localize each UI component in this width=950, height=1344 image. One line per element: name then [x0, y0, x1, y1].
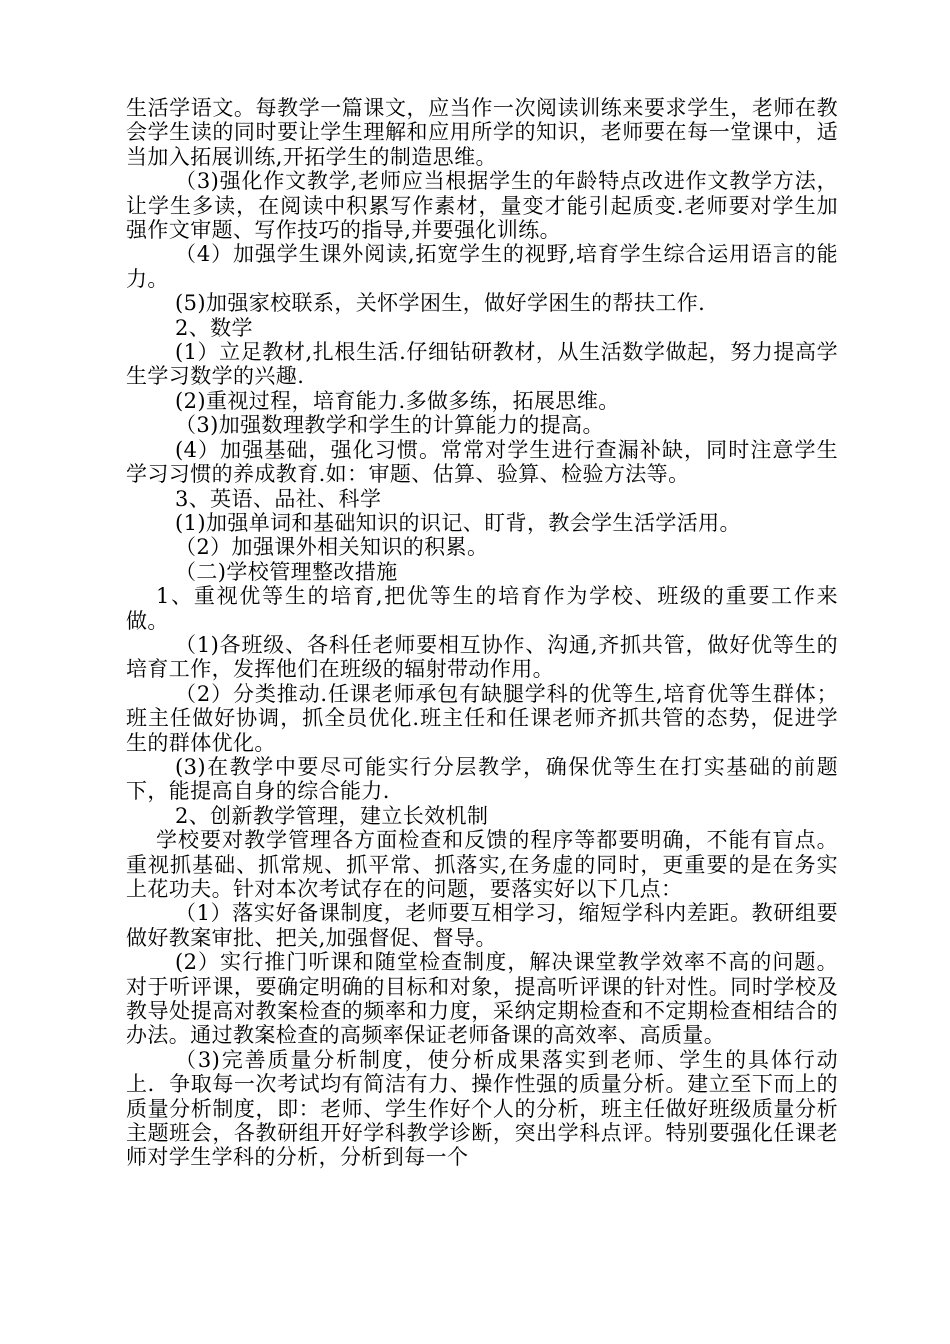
paragraph: 3、英语、品社、科学	[175, 486, 382, 511]
paragraph: （2）加强课外相关知识的积累。	[175, 535, 489, 560]
paragraph: （二)学校管理整改措施	[175, 559, 398, 584]
paragraph: 2、创新教学管理，建立长效机制	[175, 803, 489, 828]
paragraph: (5)加强家校联系，关怀学困生，做好学困生的帮扶工作.	[175, 291, 706, 316]
paragraph: 2、数学	[175, 315, 253, 340]
paragraph: （1）落实好备课制度，老师要互相学习，缩短学科内差距。教研组要做好教案审批、把关,加强督促、督导。	[126, 901, 838, 950]
paragraph: (2）实行推门听课和随堂检查制度，解决课堂教学效率不高的问题。对于听评课，要确定明确的目标和对象，提高听评课的针对性。同时学校及教导处提高对教案检查的频率和力度，采纳定期检查和不定期检查相结合的办法。通过教案检查的高频率保证老师备课的高效率、高质量。	[126, 950, 838, 1048]
paragraph: （3)完善质量分析制度，使分析成果落实到老师、学生的具体行动上．争取每一次考试均有简洁有力、操作性强的质量分析。建立至下而上的质量分析制度，即：老师、学生作好个人的分析，班主任做好班级质量分析主题班会，各教研组开好学科教学诊断，突出学科点评。特别要强化任课老师对学生学科的分析，分析到每一个	[126, 1047, 838, 1170]
paragraph: （2）分类推动.任课老师承包有缺腿学科的优等生,培育优等生群体；班主任做好协调，抓全员优化.班主任和任课老师齐抓共管的态势，促进学生的群体优化。	[126, 681, 838, 755]
document-body	[126, 96, 838, 1170]
paragraph: (2)重视过程，培育能力.多做多练，拓展思维。	[175, 388, 620, 413]
paragraph: (3)在教学中要尽可能实行分层教学，确保优等生在打实基础的前题下，能提高自身的综合能力.	[126, 754, 838, 804]
paragraph: 生活学语文。每教学一篇课文，应当作一次阅读训练来要求学生，老师在教会学生读的同时要让学生理解和应用所学的知识，老师要在每一堂课中，适当加入拓展训练,开拓学生的制造思维。	[126, 96, 838, 169]
paragraph: （3)加强数理教学和学生的计算能力的提高。	[175, 413, 604, 438]
paragraph: （1)各班级、各科任老师要相互协作、沟通,齐抓共管，做好优等生的培育工作，发挥他们在班级的辐射带动作用。	[126, 632, 838, 682]
paragraph: (4）加强基础，强化习惯。常常对学生进行查漏补缺，同时注意学生学习习惯的养成教育.如：审题、估算、验算、检验方法等。	[126, 437, 838, 487]
paragraph: 1、重视优等生的培育,把优等生的培育作为学校、班级的重要工作来做。	[126, 584, 838, 633]
paragraph: 学校要对教学管理各方面检查和反馈的程序等都要明确，不能有盲点。重视抓基础、抓常规、抓平常、抓落实,在务虚的同时，更重要的是在务实上花功夫。针对本次考试存在的问题，要落实好以下几点：	[126, 828, 838, 901]
paragraph: (1）立足教材,扎根生活.仔细钻研教材，从生活数学做起，努力提高学生学习数学的兴趣.	[126, 340, 838, 389]
paragraph: (1)加强单词和基础知识的识记、盯背，教会学生活学活用。	[175, 510, 741, 535]
paragraph: （4）加强学生课外阅读,拓宽学生的视野,培育学生综合运用语言的能力。	[126, 242, 838, 291]
paragraph: （3)强化作文教学,老师应当根据学生的年龄特点改进作文教学方法，让学生多读，在阅读中积累写作素材，量变才能引起质变.老师要对学生加强作文审题、写作技巧的指导,并要强化训练。	[126, 169, 838, 243]
